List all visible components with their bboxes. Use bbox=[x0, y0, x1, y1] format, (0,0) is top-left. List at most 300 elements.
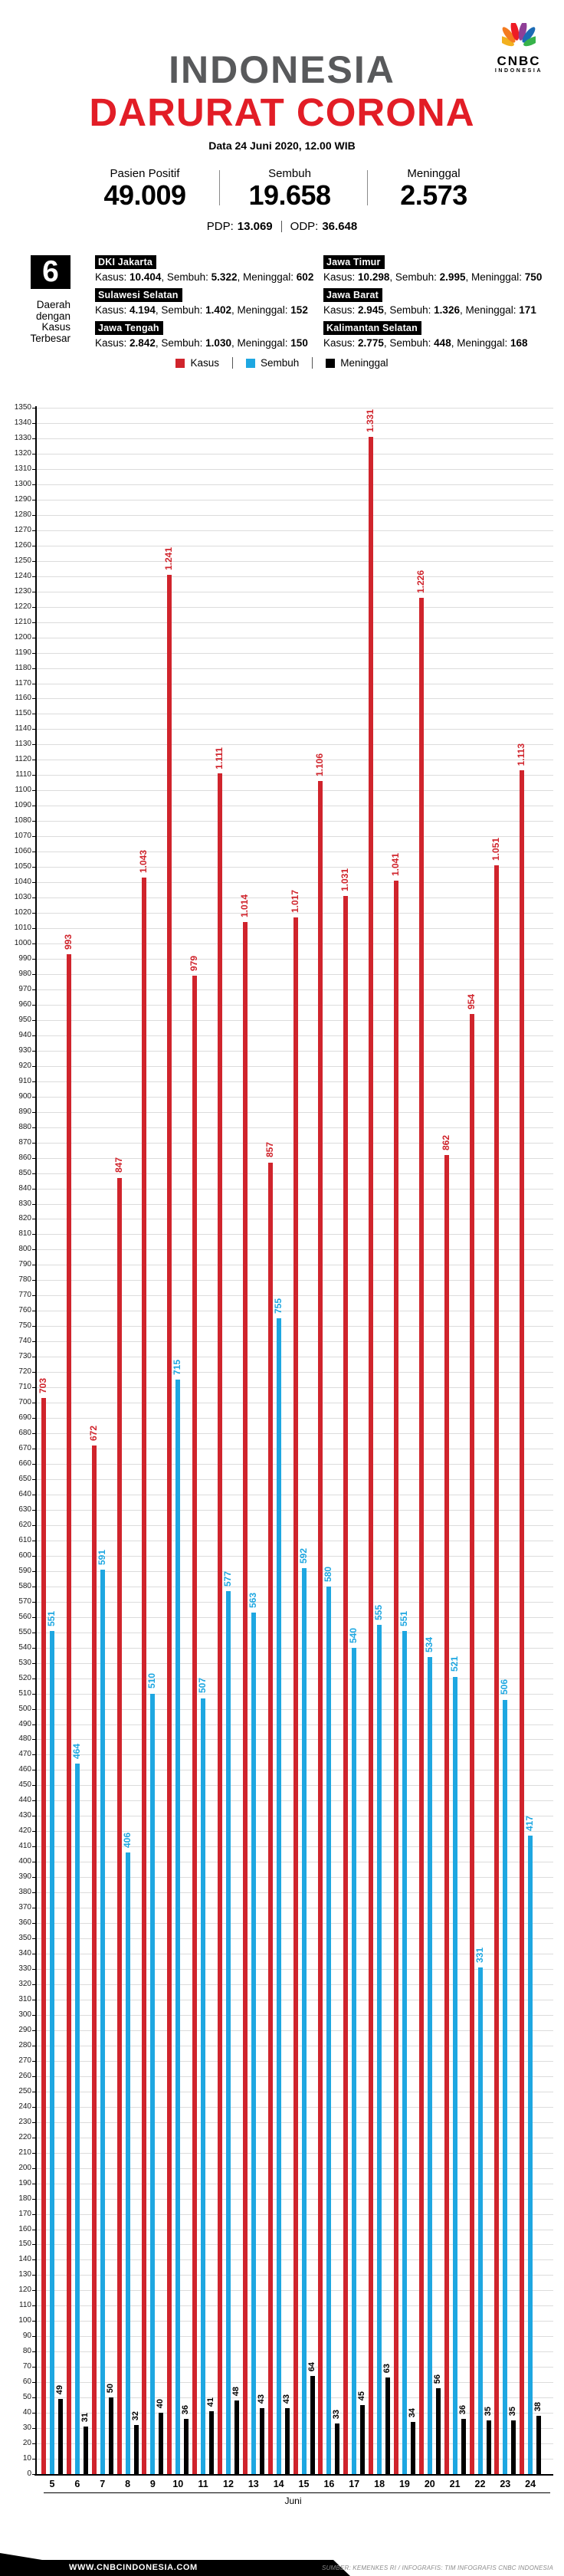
bar-value-label: 36 bbox=[457, 2404, 467, 2415]
y-axis-tick-label: 760 bbox=[18, 1306, 31, 1315]
bar-value-label: 847 bbox=[113, 1157, 124, 1173]
bar-meninggal-22-juni bbox=[487, 2420, 491, 2474]
bar-sembuh-15-juni bbox=[302, 1568, 307, 2474]
y-axis-tick-label: 1170 bbox=[15, 678, 31, 687]
y-axis-tick-label: 980 bbox=[18, 969, 31, 978]
legend-label: Meninggal bbox=[340, 357, 389, 369]
sep: , bbox=[231, 304, 238, 316]
gridline bbox=[36, 515, 553, 516]
bar-sembuh-5-juni bbox=[50, 1631, 54, 2474]
bar-meninggal-15-juni bbox=[310, 2376, 315, 2474]
y-axis-tick-label: 1140 bbox=[15, 724, 31, 733]
sembuh-value: 2.995 bbox=[439, 271, 466, 283]
y-axis-tick-label: 220 bbox=[18, 2132, 31, 2141]
gridline bbox=[36, 530, 553, 531]
y-axis-tick-label: 1290 bbox=[14, 494, 31, 504]
legend-label: Sembuh bbox=[260, 357, 300, 369]
y-axis-tick-label: 550 bbox=[18, 1627, 31, 1636]
region-name-chip: DKI Jakarta bbox=[95, 255, 156, 269]
sembuh-value: 5.322 bbox=[211, 271, 238, 283]
bar-meninggal-6-juni bbox=[84, 2427, 88, 2474]
y-axis-tick-label: 90 bbox=[22, 2332, 31, 2341]
x-axis-tick-label: 10 bbox=[172, 2479, 184, 2489]
y-axis-tick-label: 1240 bbox=[14, 571, 31, 580]
x-axis-tick-label: 12 bbox=[223, 2479, 234, 2489]
y-axis-tick-label: 720 bbox=[18, 1367, 31, 1377]
bar-value-label: 1.014 bbox=[238, 894, 250, 917]
bar-sembuh-6-juni bbox=[75, 1764, 80, 2474]
y-axis-tick-label: 1070 bbox=[14, 832, 31, 841]
bar-value-label: 43 bbox=[256, 2394, 266, 2404]
y-axis-tick-label: 1150 bbox=[15, 709, 31, 718]
bar-value-label: 534 bbox=[423, 1636, 434, 1652]
bar-meninggal-14-juni bbox=[285, 2408, 290, 2474]
bar-kasus-19-juni bbox=[394, 881, 398, 2474]
sep: , bbox=[155, 337, 162, 349]
gridline bbox=[36, 744, 553, 745]
y-axis-tick-label: 270 bbox=[18, 2056, 31, 2065]
meninggal-value: 150 bbox=[290, 337, 308, 349]
y-axis-tick-label: 390 bbox=[18, 1872, 31, 1882]
y-axis-tick-label: 1000 bbox=[14, 939, 31, 947]
gridline bbox=[36, 729, 553, 730]
y-axis-tick-label: 290 bbox=[18, 2025, 31, 2034]
bar-kasus-18-juni bbox=[369, 437, 373, 2474]
y-axis-tick-label: 780 bbox=[18, 1275, 31, 1285]
y-axis-tick-label: 150 bbox=[18, 2240, 31, 2249]
kasus-label: Kasus: bbox=[95, 304, 127, 316]
y-axis-tick-label: 310 bbox=[18, 1994, 31, 2003]
bar-value-label: 551 bbox=[46, 1610, 57, 1626]
y-axis-tick-label: 990 bbox=[18, 953, 31, 963]
meninggal-label: Meninggal: bbox=[457, 337, 508, 349]
bar-value-label: 45 bbox=[357, 2391, 367, 2401]
y-axis-tick-label: 1260 bbox=[14, 540, 31, 550]
bar-meninggal-9-juni bbox=[159, 2413, 163, 2474]
x-axis-tick-label: 11 bbox=[198, 2479, 208, 2489]
meninggal-value: 602 bbox=[296, 271, 314, 283]
bar-kasus-24-juni bbox=[520, 770, 524, 2474]
bar-sembuh-11-juni bbox=[201, 1698, 205, 2475]
sep: , bbox=[459, 304, 466, 316]
region-name-chip: Jawa Timur bbox=[323, 255, 385, 269]
gridline bbox=[36, 423, 553, 424]
y-axis-tick-label: 680 bbox=[18, 1429, 31, 1437]
y-axis-tick-label: 1060 bbox=[14, 847, 31, 856]
sep: , bbox=[389, 271, 395, 283]
x-axis-tick-label: 16 bbox=[323, 2479, 335, 2489]
bar-kasus-5-juni bbox=[41, 1398, 46, 2474]
kasus-value: 10.298 bbox=[358, 271, 390, 283]
sep: , bbox=[465, 271, 471, 283]
y-axis-tick-label: 1310 bbox=[14, 464, 31, 473]
bar-sembuh-8-juni bbox=[126, 1852, 130, 2474]
bar-kasus-22-juni bbox=[470, 1014, 474, 2474]
y-axis-tick-label: 1120 bbox=[15, 755, 31, 764]
bar-meninggal-13-juni bbox=[260, 2408, 264, 2474]
bar-value-label: 507 bbox=[197, 1678, 208, 1694]
bar-value-label: 551 bbox=[398, 1610, 409, 1626]
bar-value-label: 580 bbox=[323, 1566, 334, 1582]
bar-value-label: 50 bbox=[105, 2383, 115, 2394]
bar-kasus-13-juni bbox=[243, 922, 248, 2474]
footer-website: WWW.CNBCINDONESIA.COM bbox=[69, 2563, 198, 2572]
y-axis-tick-label: 910 bbox=[18, 1076, 31, 1085]
caption-line: dengan bbox=[35, 310, 70, 322]
x-axis-tick-label: 13 bbox=[248, 2479, 259, 2489]
gridline bbox=[36, 790, 553, 791]
y-axis-tick-label: 1130 bbox=[15, 740, 31, 749]
bar-value-label: 555 bbox=[373, 1604, 385, 1620]
bar-sembuh-24-juni bbox=[528, 1836, 533, 2474]
meninggal-value: 171 bbox=[519, 304, 536, 316]
y-axis-tick-label: 470 bbox=[18, 1750, 31, 1759]
bar-value-label: 35 bbox=[483, 2406, 493, 2417]
y-axis-tick-label: 750 bbox=[18, 1321, 31, 1331]
y-axis-tick-label: 650 bbox=[18, 1474, 31, 1483]
bar-value-label: 1.043 bbox=[138, 850, 149, 874]
y-axis-tick-label: 530 bbox=[18, 1658, 31, 1667]
bar-sembuh-13-juni bbox=[251, 1613, 256, 2474]
y-axis-tick-label: 920 bbox=[18, 1061, 31, 1070]
bar-value-label: 38 bbox=[533, 2401, 543, 2412]
x-axis-tick-label: 17 bbox=[349, 2479, 360, 2489]
y-axis-tick-label: 1300 bbox=[14, 479, 31, 488]
bar-value-label: 33 bbox=[332, 2409, 342, 2420]
sep: , bbox=[237, 271, 243, 283]
sep: , bbox=[451, 337, 457, 349]
y-axis-tick-label: 250 bbox=[18, 2086, 31, 2095]
bar-meninggal-7-juni bbox=[109, 2397, 113, 2474]
bar-value-label: 64 bbox=[307, 2361, 316, 2372]
bar-value-label: 43 bbox=[281, 2394, 291, 2404]
y-axis-tick-label: 480 bbox=[18, 1734, 31, 1744]
gridline bbox=[36, 561, 553, 562]
y-axis-tick-label: 440 bbox=[18, 1796, 31, 1805]
sembuh-label: Sembuh: bbox=[161, 337, 203, 349]
x-axis-tick-label: 7 bbox=[100, 2479, 106, 2489]
meninggal-label: Meninggal: bbox=[237, 337, 288, 349]
sep: , bbox=[155, 304, 162, 316]
bar-meninggal-20-juni bbox=[436, 2388, 441, 2474]
y-axis-tick-label: 1020 bbox=[14, 908, 31, 917]
bar-value-label: 1.031 bbox=[339, 868, 351, 892]
y-axis-tick-label: 1090 bbox=[14, 801, 31, 810]
x-axis-tick-label: 6 bbox=[74, 2479, 80, 2489]
y-axis-tick-label: 880 bbox=[18, 1122, 31, 1131]
y-axis-tick-label: 1110 bbox=[15, 770, 31, 779]
bar-value-label: 1.106 bbox=[314, 753, 326, 777]
y-axis-tick-label: 520 bbox=[18, 1673, 31, 1682]
bar-sembuh-12-juni bbox=[226, 1591, 231, 2474]
bar-value-label: 954 bbox=[465, 993, 477, 1009]
bar-meninggal-10-juni bbox=[184, 2419, 189, 2474]
gridline bbox=[36, 653, 553, 654]
y-axis-tick-label: 1330 bbox=[14, 433, 31, 442]
y-axis-tick-label: 0 bbox=[27, 2469, 31, 2478]
y-axis-tick-label: 850 bbox=[18, 1168, 31, 1177]
y-axis-tick-label: 120 bbox=[18, 2286, 31, 2295]
bar-meninggal-23-juni bbox=[511, 2420, 516, 2474]
y-axis-tick-label: 1270 bbox=[14, 525, 31, 534]
bar-value-label: 1.113 bbox=[516, 743, 527, 766]
x-axis-month-line bbox=[44, 2492, 550, 2493]
bar-meninggal-18-juni bbox=[385, 2377, 390, 2474]
meninggal-label: Meninggal: bbox=[242, 271, 294, 283]
y-axis-tick-label: 10 bbox=[22, 2454, 31, 2463]
region-name-chip: Kalimantan Selatan bbox=[323, 321, 421, 335]
y-axis-tick-label: 840 bbox=[18, 1183, 31, 1193]
bar-value-label: 1.331 bbox=[365, 409, 376, 432]
bar-sembuh-19-juni bbox=[402, 1631, 407, 2474]
y-axis-line bbox=[35, 406, 37, 2474]
legend-label: Kasus bbox=[190, 357, 219, 369]
bar-value-label: 63 bbox=[382, 2363, 392, 2374]
pdp-label: PDP: bbox=[206, 220, 234, 233]
y-axis-tick-label: 80 bbox=[22, 2347, 31, 2356]
gridline bbox=[36, 607, 553, 608]
bar-value-label: 521 bbox=[448, 1656, 460, 1672]
logo-brand-text: CNBC bbox=[497, 54, 541, 68]
y-axis-tick-label: 890 bbox=[18, 1107, 31, 1116]
sembuh-value: 1.326 bbox=[434, 304, 460, 316]
bar-value-label: 1.111 bbox=[214, 747, 225, 770]
y-axis-tick-label: 820 bbox=[18, 1214, 31, 1223]
bar-value-label: 563 bbox=[247, 1592, 258, 1608]
bar-value-label: 406 bbox=[121, 1833, 133, 1849]
kasus-value: 10.404 bbox=[130, 271, 162, 283]
x-axis-tick-label: 5 bbox=[49, 2479, 55, 2489]
bar-kasus-12-juni bbox=[218, 773, 222, 2474]
y-axis-tick-label: 330 bbox=[18, 1964, 31, 1973]
kasus-value: 2.775 bbox=[358, 337, 384, 349]
logo-sub-text: INDONESIA bbox=[494, 67, 543, 74]
y-axis-tick-label: 280 bbox=[18, 2040, 31, 2049]
bar-value-label: 1.017 bbox=[289, 889, 300, 913]
bar-value-label: 715 bbox=[172, 1360, 183, 1376]
y-axis-tick-label: 1190 bbox=[15, 648, 31, 657]
y-axis-tick-label: 1230 bbox=[14, 586, 31, 596]
meninggal-label: Meninggal: bbox=[237, 304, 288, 316]
bar-sembuh-14-juni bbox=[277, 1318, 281, 2474]
stat-label: Meninggal bbox=[407, 167, 461, 180]
y-axis-tick-label: 170 bbox=[18, 2209, 31, 2218]
y-axis-tick-label: 360 bbox=[18, 1918, 31, 1928]
y-axis-tick-label: 320 bbox=[18, 1979, 31, 1988]
gridline bbox=[36, 576, 553, 577]
odp-value: 36.648 bbox=[322, 220, 358, 233]
y-axis-tick-label: 1210 bbox=[14, 617, 31, 626]
region-name-chip: Jawa Barat bbox=[323, 288, 382, 302]
bar-sembuh-21-juni bbox=[453, 1677, 457, 2475]
bar-value-label: 1.041 bbox=[389, 853, 401, 877]
bar-kasus-7-juni bbox=[92, 1446, 97, 2474]
y-axis-tick-label: 900 bbox=[18, 1091, 31, 1101]
bar-value-label: 506 bbox=[499, 1679, 510, 1695]
y-axis-tick-label: 600 bbox=[18, 1551, 31, 1560]
bar-meninggal-21-juni bbox=[461, 2419, 466, 2474]
x-axis-tick-label: 21 bbox=[449, 2479, 461, 2489]
kasus-label: Kasus: bbox=[95, 271, 127, 283]
y-axis-tick-label: 640 bbox=[18, 1489, 31, 1498]
bar-value-label: 40 bbox=[156, 2398, 166, 2409]
gridline bbox=[36, 913, 553, 914]
y-axis-tick-label: 500 bbox=[18, 1704, 31, 1713]
bar-kasus-21-juni bbox=[444, 1155, 449, 2474]
x-axis-tick-label: 14 bbox=[273, 2479, 284, 2489]
bar-value-label: 56 bbox=[432, 2374, 442, 2384]
bar-value-label: 592 bbox=[297, 1547, 309, 1564]
meninggal-label: Meninggal: bbox=[471, 271, 523, 283]
gridline bbox=[36, 821, 553, 822]
x-axis-tick-label: 23 bbox=[500, 2479, 511, 2489]
gridline bbox=[36, 775, 553, 776]
odp-label: ODP: bbox=[290, 220, 319, 233]
title-indonesia: INDONESIA bbox=[169, 48, 395, 91]
bar-kasus-6-juni bbox=[67, 954, 71, 2474]
bar-sembuh-22-juni bbox=[478, 1967, 483, 2474]
y-axis-tick-label: 1160 bbox=[15, 694, 31, 703]
bar-value-label: 49 bbox=[55, 2384, 64, 2395]
bar-kasus-17-juni bbox=[343, 896, 348, 2474]
bar-sembuh-10-juni bbox=[175, 1380, 180, 2474]
bar-value-label: 703 bbox=[38, 1378, 48, 1394]
region-name-chip: Jawa Tengah bbox=[95, 321, 163, 335]
bar-value-label: 35 bbox=[508, 2406, 518, 2417]
y-axis-tick-label: 350 bbox=[18, 1934, 31, 1942]
y-axis-tick-label: 810 bbox=[18, 1229, 31, 1239]
bar-value-label: 672 bbox=[87, 1425, 99, 1441]
y-axis-tick-label: 100 bbox=[18, 2316, 31, 2325]
gridline bbox=[36, 438, 553, 439]
y-axis-tick-label: 950 bbox=[18, 1015, 31, 1024]
kasus-label: Kasus: bbox=[323, 337, 356, 349]
bar-kasus-15-juni bbox=[293, 917, 298, 2474]
x-axis-tick-label: 18 bbox=[374, 2479, 385, 2489]
bar-kasus-10-juni bbox=[167, 575, 172, 2474]
y-axis-tick-label: 740 bbox=[18, 1337, 31, 1346]
y-axis-tick-label: 370 bbox=[18, 1903, 31, 1912]
sembuh-value: 1.030 bbox=[205, 337, 231, 349]
bar-value-label: 34 bbox=[407, 2407, 417, 2418]
y-axis-tick-label: 60 bbox=[22, 2377, 31, 2387]
gridline bbox=[36, 408, 553, 409]
title-darurat-corona: DARURAT CORONA bbox=[89, 90, 475, 134]
stat-label: Pasien Positif bbox=[110, 167, 180, 180]
six-count-box: 6 bbox=[31, 255, 70, 289]
y-axis-tick-label: 460 bbox=[18, 1765, 31, 1774]
y-axis-tick-label: 400 bbox=[18, 1857, 31, 1866]
x-axis-tick-label: 19 bbox=[398, 2479, 410, 2489]
bar-value-label: 41 bbox=[206, 2397, 216, 2407]
bar-kasus-8-juni bbox=[117, 1178, 122, 2475]
y-axis-tick-label: 860 bbox=[18, 1153, 31, 1162]
bar-value-label: 1.241 bbox=[163, 546, 175, 570]
y-axis-tick-label: 830 bbox=[18, 1199, 31, 1208]
y-axis-tick-label: 1050 bbox=[14, 862, 31, 871]
sembuh-label: Sembuh: bbox=[389, 304, 431, 316]
bar-meninggal-12-juni bbox=[234, 2400, 239, 2474]
bar-value-label: 417 bbox=[524, 1816, 536, 1832]
sembuh-label: Sembuh: bbox=[395, 271, 437, 283]
y-axis-tick-label: 870 bbox=[18, 1137, 31, 1147]
y-axis-tick-label: 1320 bbox=[14, 448, 31, 458]
bar-meninggal-11-juni bbox=[209, 2411, 214, 2474]
y-axis-tick-label: 1280 bbox=[14, 510, 31, 519]
x-axis-line bbox=[34, 2474, 553, 2476]
y-axis-tick-label: 930 bbox=[18, 1045, 31, 1055]
bar-sembuh-20-juni bbox=[428, 1657, 432, 2474]
y-axis-tick-label: 300 bbox=[18, 2010, 31, 2019]
y-axis-tick-label: 1200 bbox=[14, 632, 31, 642]
bar-value-label: 979 bbox=[189, 955, 200, 971]
bar-value-label: 862 bbox=[440, 1134, 451, 1150]
bar-sembuh-16-juni bbox=[326, 1587, 331, 2474]
bar-value-label: 1.051 bbox=[490, 838, 502, 861]
y-axis-tick-label: 430 bbox=[18, 1811, 31, 1820]
bar-value-label: 31 bbox=[80, 2412, 90, 2423]
y-axis-tick-label: 110 bbox=[19, 2301, 31, 2310]
bar-kasus-11-juni bbox=[192, 976, 197, 2474]
y-axis-tick-label: 940 bbox=[18, 1030, 31, 1039]
y-axis-tick-label: 800 bbox=[18, 1245, 31, 1254]
y-axis-tick-label: 690 bbox=[18, 1413, 31, 1422]
y-axis-tick-label: 240 bbox=[18, 2102, 31, 2111]
stat-value: 19.658 bbox=[248, 179, 331, 211]
footer-source-credit: SUMBER: KEMENKES RI / INFOGRAFIS: TIM INFOGRAFIS CNBC INDONESIA bbox=[322, 2565, 553, 2571]
y-axis-tick-label: 450 bbox=[18, 1780, 31, 1790]
bar-sembuh-9-juni bbox=[150, 1694, 155, 2475]
y-axis-tick-label: 510 bbox=[18, 1688, 31, 1698]
y-axis-tick-label: 190 bbox=[18, 2178, 31, 2187]
y-axis-tick-label: 340 bbox=[18, 1949, 31, 1957]
caption-line: Terbesar bbox=[30, 332, 70, 344]
gridline bbox=[36, 668, 553, 669]
bar-kasus-16-juni bbox=[318, 781, 323, 2474]
bar-meninggal-24-juni bbox=[536, 2416, 541, 2474]
y-axis-tick-label: 1100 bbox=[15, 786, 31, 795]
bar-value-label: 32 bbox=[130, 2410, 140, 2421]
y-axis-tick-label: 960 bbox=[18, 999, 31, 1009]
y-axis-tick-label: 1080 bbox=[14, 816, 31, 825]
meninggal-label: Meninggal: bbox=[465, 304, 516, 316]
meninggal-value: 750 bbox=[524, 271, 543, 283]
bar-meninggal-16-juni bbox=[335, 2423, 339, 2474]
y-axis-tick-label: 130 bbox=[18, 2270, 31, 2279]
x-axis-month-label: Juni bbox=[284, 2496, 302, 2506]
y-axis-tick-label: 40 bbox=[22, 2408, 31, 2417]
y-axis-tick-label: 50 bbox=[22, 2393, 31, 2402]
y-axis-tick-label: 570 bbox=[18, 1596, 31, 1606]
y-axis-tick-label: 560 bbox=[18, 1612, 31, 1621]
kasus-value: 2.945 bbox=[358, 304, 384, 316]
bar-value-label: 993 bbox=[62, 934, 74, 950]
sembuh-value: 448 bbox=[434, 337, 451, 349]
y-axis-tick-label: 160 bbox=[18, 2224, 31, 2233]
y-axis-tick-label: 540 bbox=[18, 1642, 31, 1652]
y-axis-tick-label: 210 bbox=[18, 2148, 31, 2157]
y-axis-tick-label: 790 bbox=[18, 1260, 31, 1269]
y-axis-tick-label: 230 bbox=[18, 2117, 31, 2126]
sep: , bbox=[383, 337, 390, 349]
bar-meninggal-17-juni bbox=[360, 2405, 365, 2474]
y-axis-tick-label: 490 bbox=[18, 1719, 31, 1728]
stat-value: 2.573 bbox=[400, 179, 467, 211]
gridline bbox=[36, 698, 553, 699]
bar-value-label: 540 bbox=[348, 1627, 359, 1643]
y-axis-tick-label: 1220 bbox=[14, 602, 31, 611]
bar-value-label: 577 bbox=[222, 1570, 233, 1587]
